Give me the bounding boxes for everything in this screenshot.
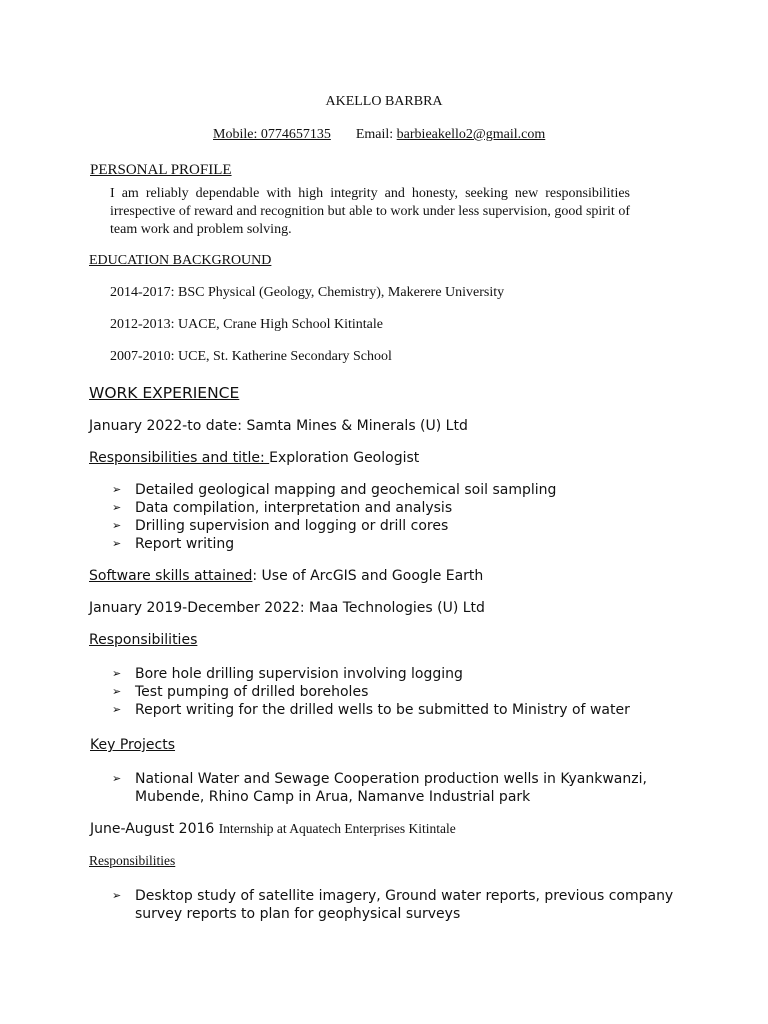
resume-name: AKELLO BARBRA bbox=[325, 94, 443, 109]
software-skills-line bbox=[89, 568, 483, 584]
job-company: Internship at Aquatech Enterprises Kitintale bbox=[218, 821, 456, 836]
list-item bbox=[112, 701, 692, 719]
education-heading: EDUCATION BACKGROUND bbox=[89, 253, 272, 268]
mobile-number: Mobile: 0774657135 bbox=[213, 127, 331, 142]
list-item bbox=[112, 683, 692, 701]
list-item-text: Report writing bbox=[135, 536, 235, 552]
arrow-bullet-icon: ➢ bbox=[112, 889, 122, 902]
job-duties-list bbox=[112, 665, 692, 719]
list-item-text: Report writing for the drilled wells to be submitted to Ministry of water bbox=[135, 702, 630, 718]
personal-profile-heading: PERSONAL PROFILE bbox=[90, 162, 232, 178]
list-item-text: Data compilation, interpretation and analysis bbox=[135, 500, 453, 516]
arrow-bullet-icon: ➢ bbox=[112, 685, 122, 698]
arrow-bullet-icon: ➢ bbox=[112, 667, 122, 680]
personal-profile-text: I am reliably dependable with high integrity and honesty, seeking new responsibilities irrespective of reward and recognition but able to work under less supervision, good spirit of team work and problem solving. bbox=[110, 186, 630, 237]
job-period-line bbox=[90, 821, 456, 838]
email-label: Email: bbox=[355, 127, 397, 142]
arrow-bullet-icon: ➢ bbox=[112, 772, 122, 785]
job-period: January 2019-December 2022: Maa Technologies (U) Ltd bbox=[89, 600, 485, 616]
contact-line bbox=[213, 127, 545, 143]
education-item: 2014-2017: BSC Physical (Geology, Chemistry), Makerere University bbox=[110, 285, 505, 300]
software-skills-text: : Use of ArcGIS and Google Earth bbox=[252, 568, 484, 584]
education-item: 2007-2010: UCE, St. Katherine Secondary School bbox=[110, 349, 392, 364]
list-item-text: Test pumping of drilled boreholes bbox=[135, 684, 369, 700]
job-duties-list bbox=[112, 887, 682, 923]
list-item bbox=[112, 887, 682, 923]
list-item-text: Detailed geological mapping and geochemical soil sampling bbox=[135, 482, 557, 498]
email-link[interactable]: barbieakello2@gmail.com bbox=[396, 127, 546, 142]
arrow-bullet-icon: ➢ bbox=[112, 537, 122, 550]
education-item: 2012-2013: UACE, Crane High School Kitintale bbox=[110, 317, 383, 332]
arrow-bullet-icon: ➢ bbox=[112, 519, 122, 532]
arrow-bullet-icon: ➢ bbox=[112, 501, 122, 514]
software-skills-label: Software skills attained bbox=[89, 568, 253, 584]
list-item-text: Desktop study of satellite imagery, Ground water reports, previous company survey reports to plan for geophysical surveys bbox=[135, 888, 674, 922]
list-item bbox=[112, 665, 692, 683]
list-item-text: Drilling supervision and logging or drill cores bbox=[135, 518, 449, 534]
work-experience-heading: WORK EXPERIENCE bbox=[89, 384, 240, 402]
list-item bbox=[112, 517, 672, 535]
list-item-text: Bore hole drilling supervision involving logging bbox=[135, 666, 463, 682]
arrow-bullet-icon: ➢ bbox=[112, 483, 122, 496]
job-period: January 2022-to date: Samta Mines & Minerals (U) Ltd bbox=[89, 418, 468, 434]
list-item-text: National Water and Sewage Cooperation production wells in Kyankwanzi, Mubende, Rhino Camp in Arua, Namanve Industrial park bbox=[135, 771, 647, 805]
responsibilities-title-label: Responsibilities and title: bbox=[89, 450, 270, 466]
responsibilities-heading: Responsibilities bbox=[89, 853, 176, 868]
responsibilities-heading: Responsibilities bbox=[89, 632, 198, 648]
job-period: June-August 2016 bbox=[90, 821, 219, 837]
arrow-bullet-icon: ➢ bbox=[112, 703, 122, 716]
list-item bbox=[112, 535, 672, 553]
key-projects-heading: Key Projects bbox=[90, 737, 176, 753]
list-item bbox=[112, 770, 657, 806]
job-responsibilities-line bbox=[89, 450, 419, 466]
job-duties-list bbox=[112, 481, 672, 553]
job-title: Exploration Geologist bbox=[269, 450, 420, 466]
list-item bbox=[112, 481, 672, 499]
list-item bbox=[112, 499, 672, 517]
key-projects-list bbox=[112, 770, 657, 806]
